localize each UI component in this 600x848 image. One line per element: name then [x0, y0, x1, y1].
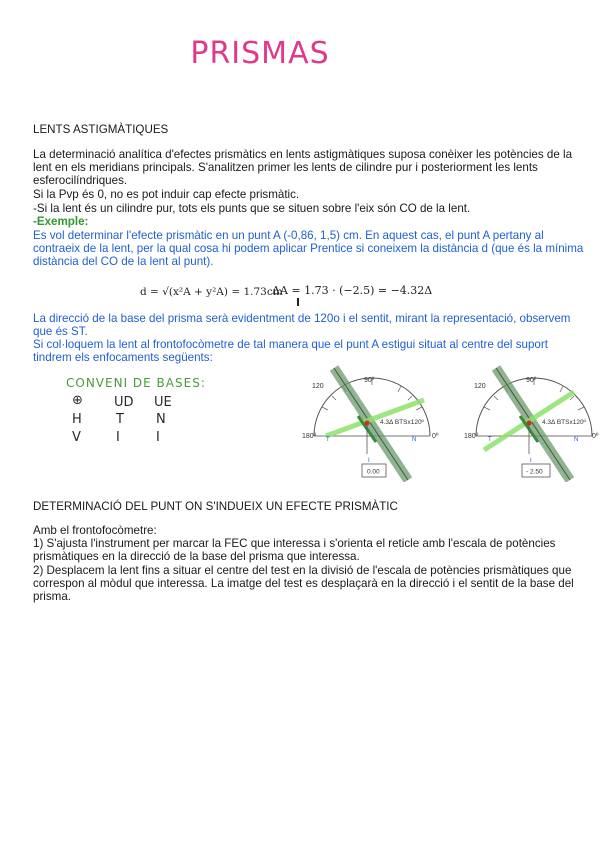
prism-label: 4.3Δ BTSx120º — [542, 419, 586, 426]
conveni-title: CONVENI DE BASES: — [66, 376, 206, 390]
conveni-cell-r2c0: V — [72, 430, 81, 445]
frontofocometer-diagram-2 — [458, 358, 600, 482]
example-text: Es vol determinar l'efecte prismàtic en un punt A (-0,86, 1,5) cm. En aquest cas, el punt A pertany al contraeix de la lent, per la qual cosa hi podem aplicar Prentice si coneixem la distància d (que és la mínima distància del CO de la lent al punt). — [33, 229, 584, 269]
intro-frontofocometre: Amb el frontofocòmetre: — [33, 524, 157, 537]
label-180: 180º — [464, 433, 479, 440]
label-i: I — [368, 458, 370, 464]
power-display-value: 0.00 — [367, 468, 380, 476]
example-label: -Exemple: — [33, 215, 89, 228]
label-90: 90º — [364, 377, 375, 384]
label-i: I — [530, 458, 532, 464]
label-n: N — [574, 437, 579, 443]
conveni-cell-r2c2: I — [156, 430, 160, 445]
label-120: 120 — [474, 383, 486, 390]
paragraph-intro: La determinació analítica d'efectes prismàtics en lents astigmàtiques suposa conèixer les potències de la lent en els meridians principals. S'analitzen primer les lents de cilindre pur i posteriorment les lents esferocilíndriques. — [33, 148, 573, 188]
label-n: N — [412, 437, 417, 443]
label-0: 0º — [592, 433, 599, 440]
conveni-cell-r1c1: T — [116, 412, 124, 427]
label-120: 120 — [312, 383, 324, 390]
direction-text: La direcció de la base del prisma serà evidentment de 120o i el sentit, mirant la representació, observem que és ST. — [33, 312, 571, 339]
step-2: 2) Desplacem la lent fins a situar el centre del test en la divisió de l'escala de potències prismàtiques que correspon al mòdul que interessa. La imatge del test es desplaçarà en la direcció i el sentit de la base del prisma. — [33, 564, 574, 604]
label-90: 90º — [526, 377, 537, 384]
line-pvp: Si la Pvp és 0, no es pot induir cap efecte prismàtic. — [33, 188, 300, 201]
formula-distance: d = √(x²A + y²A) = 1.73cm — [140, 286, 283, 298]
line-cilindre: -Si la lent és un cilindre pur, tots els punts que se situen sobre l'eix són CO de la lent. — [33, 202, 471, 215]
placement-text: Si col·loquem la lent al frontofocòmetre de tal manera que el punt A estigui situat al centre del suport tindrem els enfocaments següents: — [33, 338, 548, 365]
cursor-mark — [297, 298, 299, 306]
label-t: T — [326, 437, 330, 443]
section-heading-determinacio: DETERMINACIÓ DEL PUNT ON S'INDUEIX UN EFECTE PRISMÀTIC — [33, 500, 398, 513]
page-title: PRISMAS — [190, 36, 330, 71]
label-t: T — [488, 437, 492, 443]
section-heading-lents: LENTS ASTIGMÀTIQUES — [33, 123, 169, 136]
conveni-cell-r1c2: N — [156, 412, 166, 427]
conveni-cell-r1c0: H — [72, 412, 82, 427]
label-0: 0º — [432, 433, 439, 440]
conveni-cell-r2c1: I — [116, 430, 120, 445]
power-display-value: - 2.50 — [526, 468, 543, 476]
label-180: 180º — [302, 433, 317, 440]
prism-label: 4.3Δ BTSx120º — [380, 419, 424, 426]
step-1: 1) S'ajusta l'instrument per marcar la FEC que interessa i s'orienta el reticle amb l'escala de potències prismàtiques en la direcció de la base del prisma que interessa. — [33, 537, 556, 564]
conveni-cell-r0c0: ⊕ — [72, 393, 83, 408]
conveni-cell-r0c1: UD — [114, 395, 134, 410]
formula-prism-effect: ΔA = 1.73 · (−2.5) = −4.32Δ — [272, 284, 433, 297]
conveni-cell-r0c2: UE — [154, 395, 172, 410]
frontofocometer-diagram-1 — [296, 358, 442, 482]
